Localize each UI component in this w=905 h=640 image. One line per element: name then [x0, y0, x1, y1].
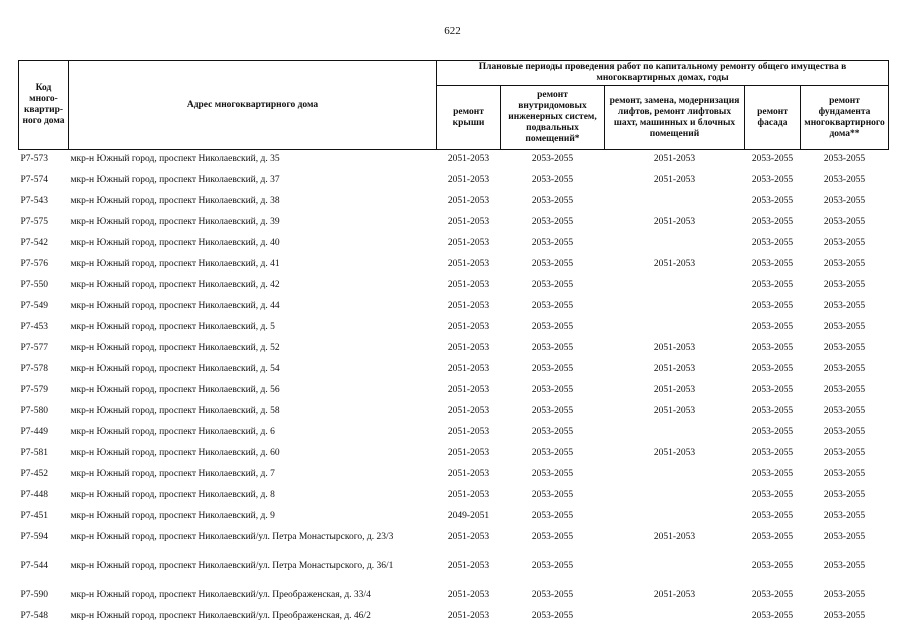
facade-period-cell: 2053-2055 — [751, 511, 794, 521]
address-cell: мкр-н Южный город, проспект Николаевский, д. 44 — [70, 301, 280, 311]
engineering-period-cell: 2053-2055 — [531, 217, 574, 227]
engineering-period-cell: 2053-2055 — [531, 196, 574, 206]
table-row — [19, 150, 889, 173]
roof-period-cell: 2051-2053 — [447, 385, 490, 395]
facade-period-cell: 2053-2055 — [751, 590, 794, 600]
address-cell: мкр-н Южный город, проспект Николаевский/ул. Преображенская, д. 33/4 — [70, 590, 371, 600]
address-cell: мкр-н Южный город, проспект Николаевский, д. 56 — [70, 385, 280, 395]
roof-period-cell: 2051-2053 — [447, 448, 490, 458]
elevators-period-cell: 2051-2053 — [653, 175, 696, 185]
facade-period-cell: 2053-2055 — [751, 343, 794, 353]
roof-period-cell: 2051-2053 — [447, 175, 490, 185]
foundation-period-cell: 2053-2055 — [823, 490, 866, 500]
header-code: Код много-квартир-ного дома — [19, 61, 69, 150]
roof-period-cell: 2051-2053 — [447, 364, 490, 374]
code-cell: Р7-543 — [20, 196, 48, 206]
table-row — [19, 587, 889, 608]
facade-period-cell: 2053-2055 — [751, 301, 794, 311]
code-cell: Р7-548 — [20, 611, 48, 621]
table-row — [19, 382, 889, 403]
engineering-period-cell: 2053-2055 — [531, 154, 574, 164]
roof-period-cell: 2051-2053 — [447, 611, 490, 621]
table-row — [19, 529, 889, 558]
code-cell: Р7-451 — [20, 511, 48, 521]
elevators-period-cell — [605, 424, 745, 445]
page-number: 622 — [444, 25, 461, 37]
elevators-period-cell: 2051-2053 — [653, 259, 696, 269]
engineering-period-cell: 2053-2055 — [531, 238, 574, 248]
facade-period-cell: 2053-2055 — [751, 490, 794, 500]
roof-period-cell: 2051-2053 — [447, 343, 490, 353]
engineering-period-cell: 2053-2055 — [531, 406, 574, 416]
roof-period-cell: 2051-2053 — [447, 154, 490, 164]
foundation-period-cell: 2053-2055 — [823, 301, 866, 311]
roof-period-cell: 2051-2053 — [447, 238, 490, 248]
roof-period-cell: 2051-2053 — [447, 561, 490, 571]
foundation-period-cell: 2053-2055 — [823, 238, 866, 248]
facade-period-cell: 2053-2055 — [751, 364, 794, 374]
foundation-period-cell: 2053-2055 — [823, 469, 866, 479]
roof-period-cell: 2051-2053 — [447, 590, 490, 600]
foundation-period-cell: 2053-2055 — [823, 343, 866, 353]
code-cell: Р7-542 — [20, 238, 48, 248]
address-cell: мкр-н Южный город, проспект Николаевский, д. 58 — [70, 406, 280, 416]
foundation-period-cell: 2053-2055 — [823, 154, 866, 164]
facade-period-cell: 2053-2055 — [751, 385, 794, 395]
elevators-period-cell — [605, 193, 745, 214]
header-foundation: ремонт фундамента многоквартирного дома** — [801, 86, 889, 150]
address-cell: мкр-н Южный город, проспект Николаевский, д. 7 — [70, 469, 275, 479]
facade-period-cell: 2053-2055 — [751, 280, 794, 290]
address-cell: мкр-н Южный город, проспект Николаевский, д. 9 — [70, 511, 275, 521]
address-cell: мкр-н Южный город, проспект Николаевский, д. 35 — [70, 154, 280, 164]
elevators-period-cell — [605, 608, 745, 629]
address-cell: мкр-н Южный город, проспект Николаевский, д. 5 — [70, 322, 275, 332]
foundation-period-cell: 2053-2055 — [823, 364, 866, 374]
elevators-period-cell: 2051-2053 — [653, 217, 696, 227]
table-row — [19, 508, 889, 529]
elevators-period-cell: 2051-2053 — [653, 364, 696, 374]
code-cell: Р7-578 — [20, 364, 48, 374]
elevators-period-cell: 2051-2053 — [653, 406, 696, 416]
table-row — [19, 172, 889, 193]
code-cell: Р7-448 — [20, 490, 48, 500]
roof-period-cell: 2051-2053 — [447, 259, 490, 269]
foundation-period-cell: 2053-2055 — [823, 175, 866, 185]
table-row — [19, 235, 889, 256]
foundation-period-cell: 2053-2055 — [823, 532, 866, 542]
engineering-period-cell: 2053-2055 — [531, 385, 574, 395]
table-row — [19, 424, 889, 445]
address-cell: мкр-н Южный город, проспект Николаевский/ул. Петра Монастырского, д. 23/3 — [70, 532, 394, 542]
code-cell: Р7-573 — [20, 154, 48, 164]
code-cell: Р7-577 — [20, 343, 48, 353]
elevators-period-cell — [605, 508, 745, 529]
address-cell: мкр-н Южный город, проспект Николаевский/ул. Преображенская, д. 46/2 — [70, 611, 371, 621]
elevators-period-cell: 2051-2053 — [653, 343, 696, 353]
engineering-period-cell: 2053-2055 — [531, 322, 574, 332]
table-row — [19, 256, 889, 277]
address-cell: мкр-н Южный город, проспект Николаевский, д. 60 — [70, 448, 280, 458]
engineering-period-cell: 2053-2055 — [531, 280, 574, 290]
engineering-period-cell: 2053-2055 — [531, 364, 574, 374]
engineering-period-cell: 2053-2055 — [531, 427, 574, 437]
foundation-period-cell: 2053-2055 — [823, 280, 866, 290]
engineering-period-cell: 2053-2055 — [531, 490, 574, 500]
roof-period-cell: 2049-2051 — [447, 511, 490, 521]
elevators-period-cell — [605, 466, 745, 487]
facade-period-cell: 2053-2055 — [751, 561, 794, 571]
elevators-period-cell — [605, 319, 745, 340]
roof-period-cell: 2051-2053 — [447, 490, 490, 500]
engineering-period-cell: 2053-2055 — [531, 259, 574, 269]
facade-period-cell: 2053-2055 — [751, 611, 794, 621]
address-cell: мкр-н Южный город, проспект Николаевский, д. 6 — [70, 427, 275, 437]
address-cell: мкр-н Южный город, проспект Николаевский, д. 8 — [70, 490, 275, 500]
elevators-period-cell — [605, 298, 745, 319]
code-cell: Р7-580 — [20, 406, 48, 416]
roof-period-cell: 2051-2053 — [447, 196, 490, 206]
code-cell: Р7-579 — [20, 385, 48, 395]
address-cell: мкр-н Южный город, проспект Николаевский, д. 39 — [70, 217, 280, 227]
engineering-period-cell: 2053-2055 — [531, 448, 574, 458]
engineering-period-cell: 2053-2055 — [531, 175, 574, 185]
code-cell: Р7-590 — [20, 590, 48, 600]
engineering-period-cell: 2053-2055 — [531, 561, 574, 571]
elevators-period-cell: 2051-2053 — [653, 154, 696, 164]
foundation-period-cell: 2053-2055 — [823, 611, 866, 621]
address-cell: мкр-н Южный город, проспект Николаевский, д. 54 — [70, 364, 280, 374]
roof-period-cell: 2051-2053 — [447, 322, 490, 332]
code-cell: Р7-549 — [20, 301, 48, 311]
address-cell: мкр-н Южный город, проспект Николаевский/ул. Петра Монастырского, д. 36/1 — [70, 561, 394, 571]
roof-period-cell: 2051-2053 — [447, 469, 490, 479]
address-cell: мкр-н Южный город, проспект Николаевский, д. 52 — [70, 343, 280, 353]
code-cell: Р7-453 — [20, 322, 48, 332]
table-row — [19, 340, 889, 361]
header-address: Адрес многоквартирного дома — [69, 61, 437, 150]
address-cell: мкр-н Южный город, проспект Николаевский, д. 40 — [70, 238, 280, 248]
table-row — [19, 214, 889, 235]
address-cell: мкр-н Южный город, проспект Николаевский, д. 41 — [70, 259, 280, 269]
table-row — [19, 558, 889, 587]
table-row — [19, 608, 889, 629]
facade-period-cell: 2053-2055 — [751, 427, 794, 437]
table-row — [19, 361, 889, 382]
facade-period-cell: 2053-2055 — [751, 532, 794, 542]
code-cell: Р7-449 — [20, 427, 48, 437]
header-roof: ремонт крыши — [437, 86, 501, 150]
header-elevators: ремонт, замена, модернизация лифтов, ремонт лифтовых шахт, машинных и блочных помещений — [605, 86, 745, 150]
roof-period-cell: 2051-2053 — [447, 406, 490, 416]
table-row — [19, 298, 889, 319]
elevators-period-cell: 2051-2053 — [653, 448, 696, 458]
header-facade: ремонт фасада — [745, 86, 801, 150]
code-cell: Р7-574 — [20, 175, 48, 185]
roof-period-cell: 2051-2053 — [447, 280, 490, 290]
table-row — [19, 487, 889, 508]
foundation-period-cell: 2053-2055 — [823, 322, 866, 332]
code-cell: Р7-544 — [20, 561, 48, 571]
roof-period-cell: 2051-2053 — [447, 217, 490, 227]
address-cell: мкр-н Южный город, проспект Николаевский, д. 38 — [70, 196, 280, 206]
engineering-period-cell: 2053-2055 — [531, 511, 574, 521]
foundation-period-cell: 2053-2055 — [823, 217, 866, 227]
engineering-period-cell: 2053-2055 — [531, 343, 574, 353]
foundation-period-cell: 2053-2055 — [823, 590, 866, 600]
table-body — [19, 150, 889, 630]
table-row — [19, 319, 889, 340]
engineering-period-cell: 2053-2055 — [531, 590, 574, 600]
foundation-period-cell: 2053-2055 — [823, 448, 866, 458]
code-cell: Р7-575 — [20, 217, 48, 227]
code-cell: Р7-594 — [20, 532, 48, 542]
facade-period-cell: 2053-2055 — [751, 154, 794, 164]
foundation-period-cell: 2053-2055 — [823, 427, 866, 437]
facade-period-cell: 2053-2055 — [751, 259, 794, 269]
foundation-period-cell: 2053-2055 — [823, 406, 866, 416]
elevators-period-cell — [605, 277, 745, 298]
facade-period-cell: 2053-2055 — [751, 175, 794, 185]
facade-period-cell: 2053-2055 — [751, 406, 794, 416]
foundation-period-cell: 2053-2055 — [823, 259, 866, 269]
foundation-period-cell: 2053-2055 — [823, 561, 866, 571]
address-cell: мкр-н Южный город, проспект Николаевский, д. 37 — [70, 175, 280, 185]
table-row — [19, 445, 889, 466]
elevators-period-cell — [605, 487, 745, 508]
code-cell: Р7-550 — [20, 280, 48, 290]
facade-period-cell: 2053-2055 — [751, 448, 794, 458]
foundation-period-cell: 2053-2055 — [823, 511, 866, 521]
roof-period-cell: 2051-2053 — [447, 301, 490, 311]
code-cell: Р7-452 — [20, 469, 48, 479]
code-cell: Р7-581 — [20, 448, 48, 458]
roof-period-cell: 2051-2053 — [447, 427, 490, 437]
engineering-period-cell: 2053-2055 — [531, 532, 574, 542]
engineering-period-cell: 2053-2055 — [531, 611, 574, 621]
elevators-period-cell: 2051-2053 — [653, 590, 696, 600]
elevators-period-cell: 2051-2053 — [653, 532, 696, 542]
table-row — [19, 277, 889, 298]
address-cell: мкр-н Южный город, проспект Николаевский, д. 42 — [70, 280, 280, 290]
table-row — [19, 466, 889, 487]
elevators-period-cell — [605, 558, 745, 587]
header-planned-periods: Плановые периоды проведения работ по капитальному ремонту общего имущества в многоквартирных домах, годы — [437, 61, 889, 86]
facade-period-cell: 2053-2055 — [751, 322, 794, 332]
header-engineering: ремонт внутридомовых инженерных систем, подвальных помещений* — [501, 86, 605, 150]
facade-period-cell: 2053-2055 — [751, 238, 794, 248]
facade-period-cell: 2053-2055 — [751, 196, 794, 206]
facade-period-cell: 2053-2055 — [751, 469, 794, 479]
foundation-period-cell: 2053-2055 — [823, 385, 866, 395]
table-row — [19, 193, 889, 214]
elevators-period-cell: 2051-2053 — [653, 385, 696, 395]
table-row — [19, 403, 889, 424]
code-cell: Р7-576 — [20, 259, 48, 269]
engineering-period-cell: 2053-2055 — [531, 469, 574, 479]
repair-schedule-table — [18, 60, 889, 629]
roof-period-cell: 2051-2053 — [447, 532, 490, 542]
elevators-period-cell — [605, 235, 745, 256]
facade-period-cell: 2053-2055 — [751, 217, 794, 227]
foundation-period-cell: 2053-2055 — [823, 196, 866, 206]
engineering-period-cell: 2053-2055 — [531, 301, 574, 311]
table-header — [19, 61, 889, 150]
